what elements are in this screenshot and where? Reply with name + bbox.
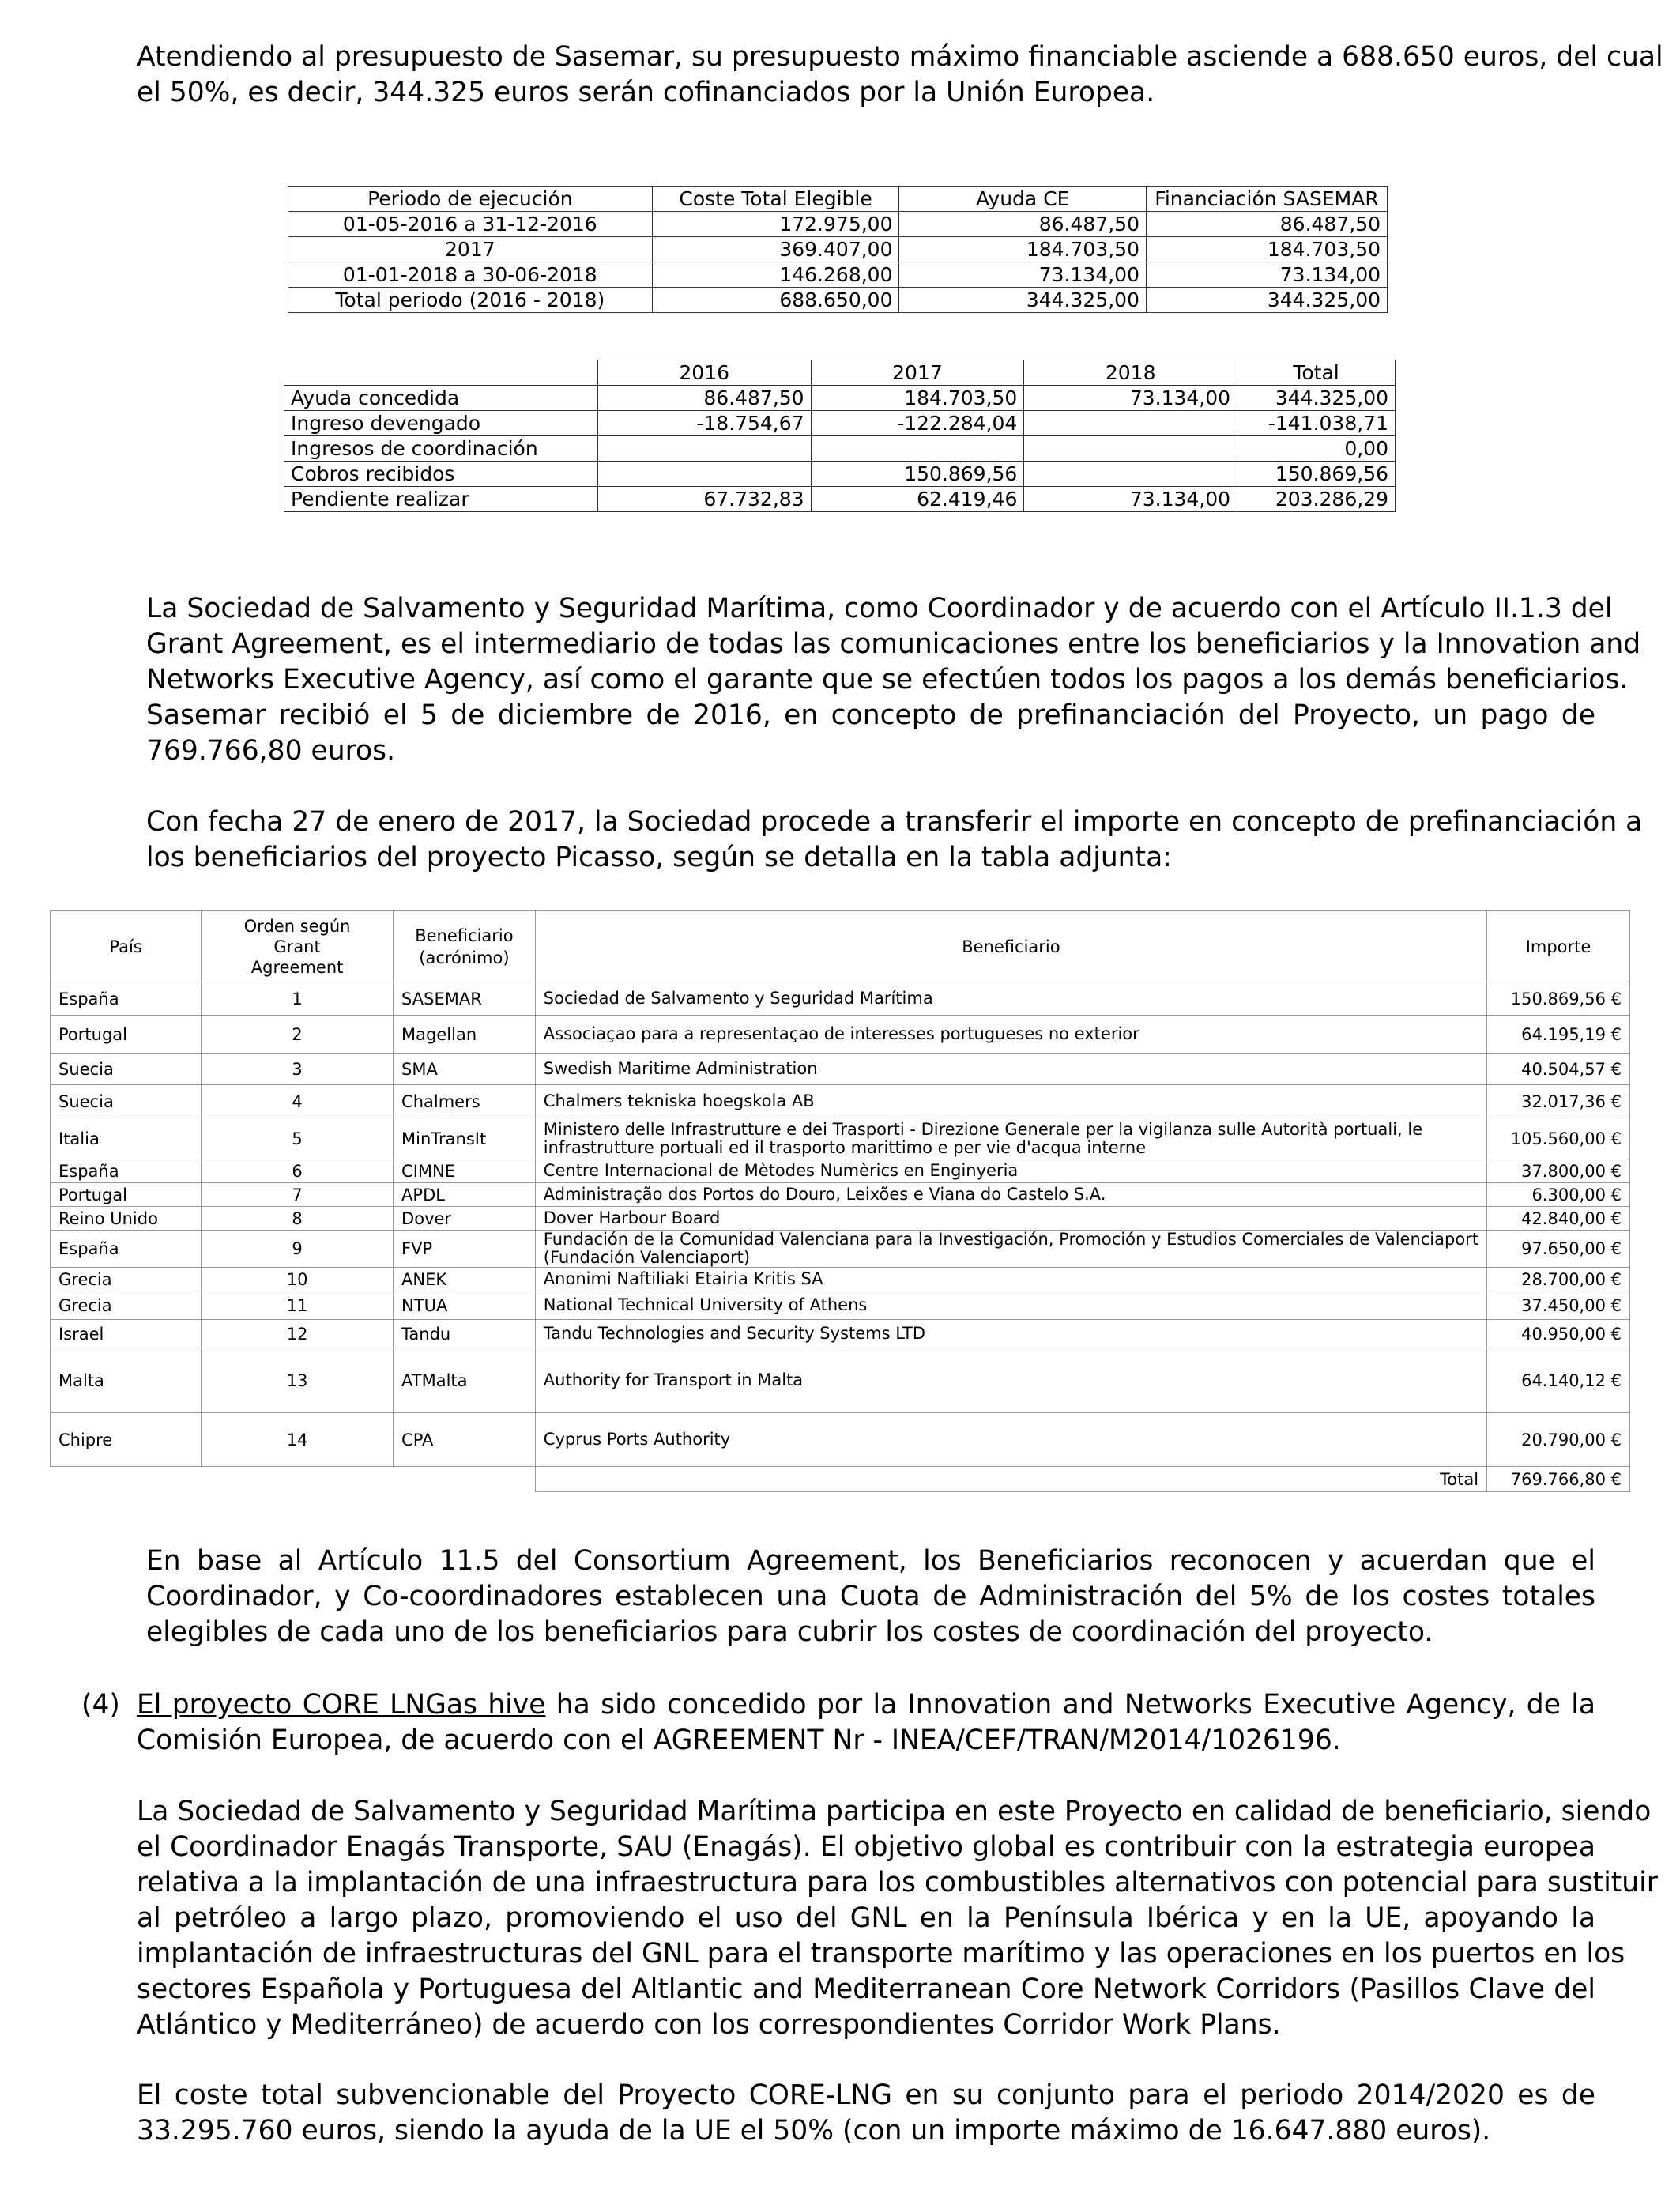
table-row bbox=[51, 982, 1630, 1016]
table-cell: 172.975,00 bbox=[652, 212, 899, 237]
table-cell: 86.487,50 bbox=[899, 212, 1147, 237]
text-line: los beneficiarios del proyecto Picasso, según se detalla en la tabla adjunta: bbox=[146, 842, 1172, 873]
order-cell: 1 bbox=[202, 982, 394, 1016]
core-project-paragraph bbox=[137, 1794, 1658, 2043]
table-header: País bbox=[51, 911, 202, 982]
beneficiary-line: Sociedad de Salvamento y Seguridad Marítima bbox=[543, 989, 933, 1008]
country-cell: España bbox=[51, 982, 202, 1016]
acronym-cell: NTUA bbox=[394, 1291, 536, 1320]
order-cell: 5 bbox=[202, 1118, 394, 1159]
table-cell: 184.703,50 bbox=[811, 386, 1024, 411]
transfer-paragraph bbox=[146, 805, 1643, 876]
table-row bbox=[288, 237, 1388, 262]
order-cell: 14 bbox=[202, 1413, 394, 1467]
beneficiary-line: Fundación de la Comunidad Valenciana para la Investigación, Promoción y Estudios Comerciales de Valenciaport bbox=[543, 1230, 1479, 1249]
text-line: Grant Agreement, es el intermediario de todas las comunicaciones entre los beneficiarios y la Innovation and bbox=[146, 628, 1641, 660]
acronym-cell: CPA bbox=[394, 1413, 536, 1467]
text-line: Atlántico y Mediterráneo) de acuerdo con los correspondientes Corridor Work Plans. bbox=[137, 2009, 1281, 2041]
table-header: 2016 bbox=[597, 360, 811, 386]
table-cell bbox=[1024, 411, 1237, 436]
table-header: Beneficiario bbox=[535, 911, 1486, 982]
table-cell: -18.754,67 bbox=[597, 411, 811, 436]
country-cell: Suecia bbox=[51, 1054, 202, 1085]
text-line: implantación de infraestructuras del GNL para el transporte marítimo y las operaciones en los puertos en los bbox=[137, 1938, 1625, 1970]
text-line: 33.295.760 euros, siendo la ayuda de la UE el 50% (con un importe máximo de 16.647.880 euros). bbox=[137, 2115, 1491, 2147]
table-cell: 73.134,00 bbox=[1146, 262, 1387, 288]
project-name: El proyecto CORE LNGas hive bbox=[137, 1689, 546, 1721]
table-header: 2017 bbox=[811, 360, 1024, 386]
acronym-cell: Tandu bbox=[394, 1320, 536, 1348]
table-cell: -141.038,71 bbox=[1237, 411, 1396, 436]
acronym-cell: ANEK bbox=[394, 1268, 536, 1291]
amount-cell: 105.560,00 € bbox=[1487, 1118, 1630, 1159]
table-cell: 86.487,50 bbox=[597, 386, 811, 411]
country-cell: Israel bbox=[51, 1320, 202, 1348]
table-cell bbox=[811, 436, 1024, 462]
beneficiary-cell bbox=[535, 1159, 1486, 1183]
table-cell: 62.419,46 bbox=[811, 487, 1024, 512]
table-total-row bbox=[51, 1467, 1630, 1492]
table-header: Importe bbox=[1487, 911, 1630, 982]
coordinator-paragraph bbox=[146, 591, 1641, 769]
amount-cell: 6.300,00 € bbox=[1487, 1183, 1630, 1207]
beneficiary-cell bbox=[535, 1268, 1486, 1291]
amount-cell: 32.017,36 € bbox=[1487, 1085, 1630, 1118]
text-line: Networks Executive Agency, así como el garante que se efectúen todos los pagos a los demás beneficiarios. bbox=[146, 664, 1629, 696]
table-row bbox=[284, 462, 1396, 487]
acronym-cell: ATMalta bbox=[394, 1348, 536, 1413]
table-row bbox=[51, 1054, 1630, 1085]
table-cell: 86.487,50 bbox=[1146, 212, 1387, 237]
acronym-cell: MinTransIt bbox=[394, 1118, 536, 1159]
table-cell: Ingreso devengado bbox=[284, 411, 598, 436]
table-row bbox=[51, 1348, 1630, 1413]
text-line: La Sociedad de Salvamento y Seguridad Marítima, como Coordinador y de acuerdo con el Artículo II.1.3 del bbox=[146, 593, 1613, 624]
country-cell: Grecia bbox=[51, 1268, 202, 1291]
table-header: Ayuda CE bbox=[899, 187, 1147, 212]
order-cell: 11 bbox=[202, 1291, 394, 1320]
table-header: Beneficiario (acrónimo) bbox=[394, 911, 536, 982]
table-cell: 146.268,00 bbox=[652, 262, 899, 288]
table-cell: 01-05-2016 a 31-12-2016 bbox=[288, 212, 653, 237]
amount-cell: 37.800,00 € bbox=[1487, 1159, 1630, 1183]
beneficiary-cell bbox=[535, 1413, 1486, 1467]
table-cell: Cobros recibidos bbox=[284, 462, 598, 487]
order-cell: 3 bbox=[202, 1054, 394, 1085]
acronym-cell: Magellan bbox=[394, 1016, 536, 1054]
table-cell: 73.134,00 bbox=[1024, 487, 1237, 512]
beneficiary-line: Cyprus Ports Authority bbox=[543, 1430, 731, 1449]
amount-cell: 42.840,00 € bbox=[1487, 1207, 1630, 1231]
beneficiary-line: National Technical University of Athens bbox=[543, 1295, 868, 1314]
table-cell: 150.869,56 bbox=[811, 462, 1024, 487]
amount-cell: 40.504,57 € bbox=[1487, 1054, 1630, 1085]
beneficiary-cell bbox=[535, 982, 1486, 1016]
acronym-cell: SASEMAR bbox=[394, 982, 536, 1016]
table-cell: 01-01-2018 a 30-06-2018 bbox=[288, 262, 653, 288]
text-line: al petróleo a largo plazo, promoviendo el uso del GNL en la Península Ibérica y en la UE, apoyando la bbox=[137, 1902, 1595, 1934]
text-line bbox=[137, 1687, 1595, 1723]
table-header-row bbox=[288, 187, 1388, 212]
beneficiary-line: Chalmers tekniska hoegskola AB bbox=[543, 1091, 815, 1110]
table-row bbox=[51, 1320, 1630, 1348]
table-cell: 344.325,00 bbox=[1146, 288, 1387, 313]
text-line: el Coordinador Enagás Transporte, SAU (Enagás). El objetivo global es contribuir con la estrategia europea bbox=[137, 1831, 1595, 1863]
beneficiary-cell bbox=[535, 1348, 1486, 1413]
beneficiaries-table bbox=[50, 910, 1630, 1492]
table-cell: 67.732,83 bbox=[597, 487, 811, 512]
table-cell bbox=[597, 436, 811, 462]
country-cell: Reino Unido bbox=[51, 1207, 202, 1231]
table-cell bbox=[1024, 436, 1237, 462]
table-header bbox=[284, 360, 598, 386]
table-header: Periodo de ejecución bbox=[288, 187, 653, 212]
table-row bbox=[288, 262, 1388, 288]
amount-cell: 150.869,56 € bbox=[1487, 982, 1630, 1016]
order-cell: 4 bbox=[202, 1085, 394, 1118]
table-cell: 2017 bbox=[288, 237, 653, 262]
table-row bbox=[51, 1118, 1630, 1159]
text-line: Con fecha 27 de enero de 2017, la Sociedad procede a transferir el importe en concepto de prefinanciación a bbox=[146, 806, 1643, 838]
country-cell: España bbox=[51, 1231, 202, 1268]
beneficiary-cell bbox=[535, 1320, 1486, 1348]
table-cell: 688.650,00 bbox=[652, 288, 899, 313]
beneficiary-line: Anonimi Naftiliaki Etairia Kritis SA bbox=[543, 1269, 823, 1288]
table-header: Coste Total Elegible bbox=[652, 187, 899, 212]
country-cell: España bbox=[51, 1159, 202, 1183]
table-cell: 73.134,00 bbox=[1024, 386, 1237, 411]
table-row bbox=[51, 1207, 1630, 1231]
beneficiary-cell bbox=[535, 1291, 1486, 1320]
beneficiary-line: Dover Harbour Board bbox=[543, 1208, 721, 1227]
amount-cell: 20.790,00 € bbox=[1487, 1413, 1630, 1467]
table-cell: 184.703,50 bbox=[1146, 237, 1387, 262]
country-cell: Malta bbox=[51, 1348, 202, 1413]
table-row bbox=[51, 1413, 1630, 1467]
order-cell: 2 bbox=[202, 1016, 394, 1054]
table-row bbox=[284, 386, 1396, 411]
table-cell: 344.325,00 bbox=[899, 288, 1147, 313]
table-cell: 344.325,00 bbox=[1237, 386, 1396, 411]
table-header-row bbox=[51, 911, 1630, 982]
table-row bbox=[51, 1291, 1630, 1320]
table-cell: 0,00 bbox=[1237, 436, 1396, 462]
table-row bbox=[284, 436, 1396, 462]
beneficiary-cell bbox=[535, 1085, 1486, 1118]
country-cell: Portugal bbox=[51, 1183, 202, 1207]
table-header-row bbox=[284, 360, 1396, 386]
beneficiary-line: (Fundación Valenciaport) bbox=[543, 1248, 751, 1267]
amount-cell: 97.650,00 € bbox=[1487, 1231, 1630, 1268]
table-cell: Ayuda concedida bbox=[284, 386, 598, 411]
order-cell: 7 bbox=[202, 1183, 394, 1207]
acronym-cell: SMA bbox=[394, 1054, 536, 1085]
text-line: sectores Española y Portuguesa del Altlantic and Mediterranean Core Network Corridors (Pasillos Clave del bbox=[137, 1973, 1595, 2005]
table-cell: Total periodo (2016 - 2018) bbox=[288, 288, 653, 313]
beneficiary-line: Ministero delle Infrastrutture e dei Trasporti - Direzione Generale per la vigilanza sulle Autorità portuali, le bbox=[543, 1119, 1423, 1139]
amount-cell: 64.140,12 € bbox=[1487, 1348, 1630, 1413]
annual-summary-table bbox=[284, 360, 1396, 512]
acronym-cell: Dover bbox=[394, 1207, 536, 1231]
country-cell: Suecia bbox=[51, 1085, 202, 1118]
order-cell: 10 bbox=[202, 1268, 394, 1291]
order-cell: 6 bbox=[202, 1159, 394, 1183]
table-row bbox=[51, 1016, 1630, 1054]
table-row bbox=[284, 411, 1396, 436]
table-row bbox=[51, 1183, 1630, 1207]
order-cell: 12 bbox=[202, 1320, 394, 1348]
table-cell: Ingresos de coordinación bbox=[284, 436, 598, 462]
table-cell bbox=[597, 462, 811, 487]
table-header: Total bbox=[1237, 360, 1396, 386]
amount-cell: 40.950,00 € bbox=[1487, 1320, 1630, 1348]
table-row bbox=[288, 288, 1388, 313]
acronym-cell: FVP bbox=[394, 1231, 536, 1268]
item-number: (4) bbox=[81, 1689, 120, 1721]
text-line: El coste total subvencionable del Proyecto CORE-LNG en su conjunto para el periodo 2014/2020 es de bbox=[137, 2079, 1595, 2111]
beneficiary-line: Associaçao para a representaçao de interesses portugueses no exterior bbox=[543, 1024, 1139, 1043]
core-lngas-intro bbox=[137, 1687, 1595, 1759]
table-row bbox=[51, 1231, 1630, 1268]
table-cell: -122.284,04 bbox=[811, 411, 1024, 436]
table-row bbox=[288, 212, 1388, 237]
table-cell: Pendiente realizar bbox=[284, 487, 598, 512]
execution-period-table bbox=[288, 186, 1388, 313]
country-cell: Italia bbox=[51, 1118, 202, 1159]
order-cell: 9 bbox=[202, 1231, 394, 1268]
beneficiary-line: Swedish Maritime Administration bbox=[543, 1059, 818, 1078]
table-row bbox=[51, 1159, 1630, 1183]
text-line: relativa a la implantación de una infraestructura para los combustibles alternativos con potencial para sustituir bbox=[137, 1867, 1658, 1898]
text-segment: ha sido concedido por la Innovation and Networks Executive Agency, de la bbox=[545, 1689, 1595, 1721]
table-header: 2018 bbox=[1024, 360, 1237, 386]
beneficiary-cell bbox=[535, 1231, 1486, 1268]
country-cell: Portugal bbox=[51, 1016, 202, 1054]
beneficiary-line: infrastrutture portuali ed il trasporto marittimo e per vie d'acqua interne bbox=[543, 1137, 1147, 1157]
text-line: 769.766,80 euros. bbox=[146, 735, 396, 767]
country-cell: Grecia bbox=[51, 1291, 202, 1320]
table-header: Financiación SASEMAR bbox=[1146, 187, 1387, 212]
order-cell: 13 bbox=[202, 1348, 394, 1413]
table-row bbox=[51, 1085, 1630, 1118]
text-line: el 50%, es decir, 344.325 euros serán cofinanciados por la Unión Europea. bbox=[137, 77, 1155, 108]
text-line: Sasemar recibió el 5 de diciembre de 2016, en concepto de prefinanciación del Proyecto, un pago de bbox=[146, 699, 1595, 731]
amount-cell: 64.195,19 € bbox=[1487, 1016, 1630, 1054]
consortium-paragraph bbox=[146, 1544, 1595, 1650]
beneficiary-line: Administração dos Portos do Douro, Leixões e Viana do Castelo S.A. bbox=[543, 1185, 1106, 1204]
text-line: En base al Artículo 11.5 del Consortium Agreement, los Beneficiarios reconocen y acuerdan que el bbox=[146, 1545, 1595, 1577]
beneficiary-cell bbox=[535, 1016, 1486, 1054]
intro-paragraph bbox=[137, 40, 1663, 111]
beneficiary-line: Centre Internacional de Mètodes Numèrics en Enginyeria bbox=[543, 1161, 1019, 1180]
acronym-cell: Chalmers bbox=[394, 1085, 536, 1118]
beneficiary-line: Tandu Technologies and Security Systems LTD bbox=[543, 1324, 926, 1343]
table-cell: 150.869,56 bbox=[1237, 462, 1396, 487]
table-cell: 203.286,29 bbox=[1237, 487, 1396, 512]
beneficiary-cell bbox=[535, 1207, 1486, 1231]
amount-cell: 28.700,00 € bbox=[1487, 1268, 1630, 1291]
text-line: elegibles de cada uno de los beneficiarios para cubrir los costes de coordinación del proyecto. bbox=[146, 1616, 1433, 1648]
total-value: 769.766,80 € bbox=[1487, 1467, 1630, 1492]
table-cell: 184.703,50 bbox=[899, 237, 1147, 262]
text-line: Coordinador, y Co-coordinadores establecen una Cuota de Administración del 5% de los costes totales bbox=[146, 1581, 1595, 1612]
table-cell: 369.407,00 bbox=[652, 237, 899, 262]
order-cell: 8 bbox=[202, 1207, 394, 1231]
beneficiary-cell bbox=[535, 1118, 1486, 1159]
amount-cell: 37.450,00 € bbox=[1487, 1291, 1630, 1320]
total-label: Total bbox=[535, 1467, 1486, 1492]
beneficiary-cell bbox=[535, 1054, 1486, 1085]
text-line: Atendiendo al presupuesto de Sasemar, su presupuesto máximo financiable asciende a 688.650 euros, del cual bbox=[137, 41, 1663, 73]
table-row bbox=[284, 487, 1396, 512]
acronym-cell: CIMNE bbox=[394, 1159, 536, 1183]
table-cell bbox=[1024, 462, 1237, 487]
text-line: Comisión Europea, de acuerdo con el AGREEMENT Nr - INEA/CEF/TRAN/M2014/1026196. bbox=[137, 1725, 1341, 1756]
country-cell: Chipre bbox=[51, 1413, 202, 1467]
beneficiary-line: Authority for Transport in Malta bbox=[543, 1370, 804, 1389]
acronym-cell: APDL bbox=[394, 1183, 536, 1207]
table-cell: 73.134,00 bbox=[899, 262, 1147, 288]
table-row bbox=[51, 1268, 1630, 1291]
cost-paragraph bbox=[137, 2078, 1595, 2149]
table-header: Orden según Grant Agreement bbox=[202, 911, 394, 982]
beneficiary-cell bbox=[535, 1183, 1486, 1207]
text-line: La Sociedad de Salvamento y Seguridad Marítima participa en este Proyecto en calidad de beneficiario, siendo bbox=[137, 1796, 1652, 1827]
